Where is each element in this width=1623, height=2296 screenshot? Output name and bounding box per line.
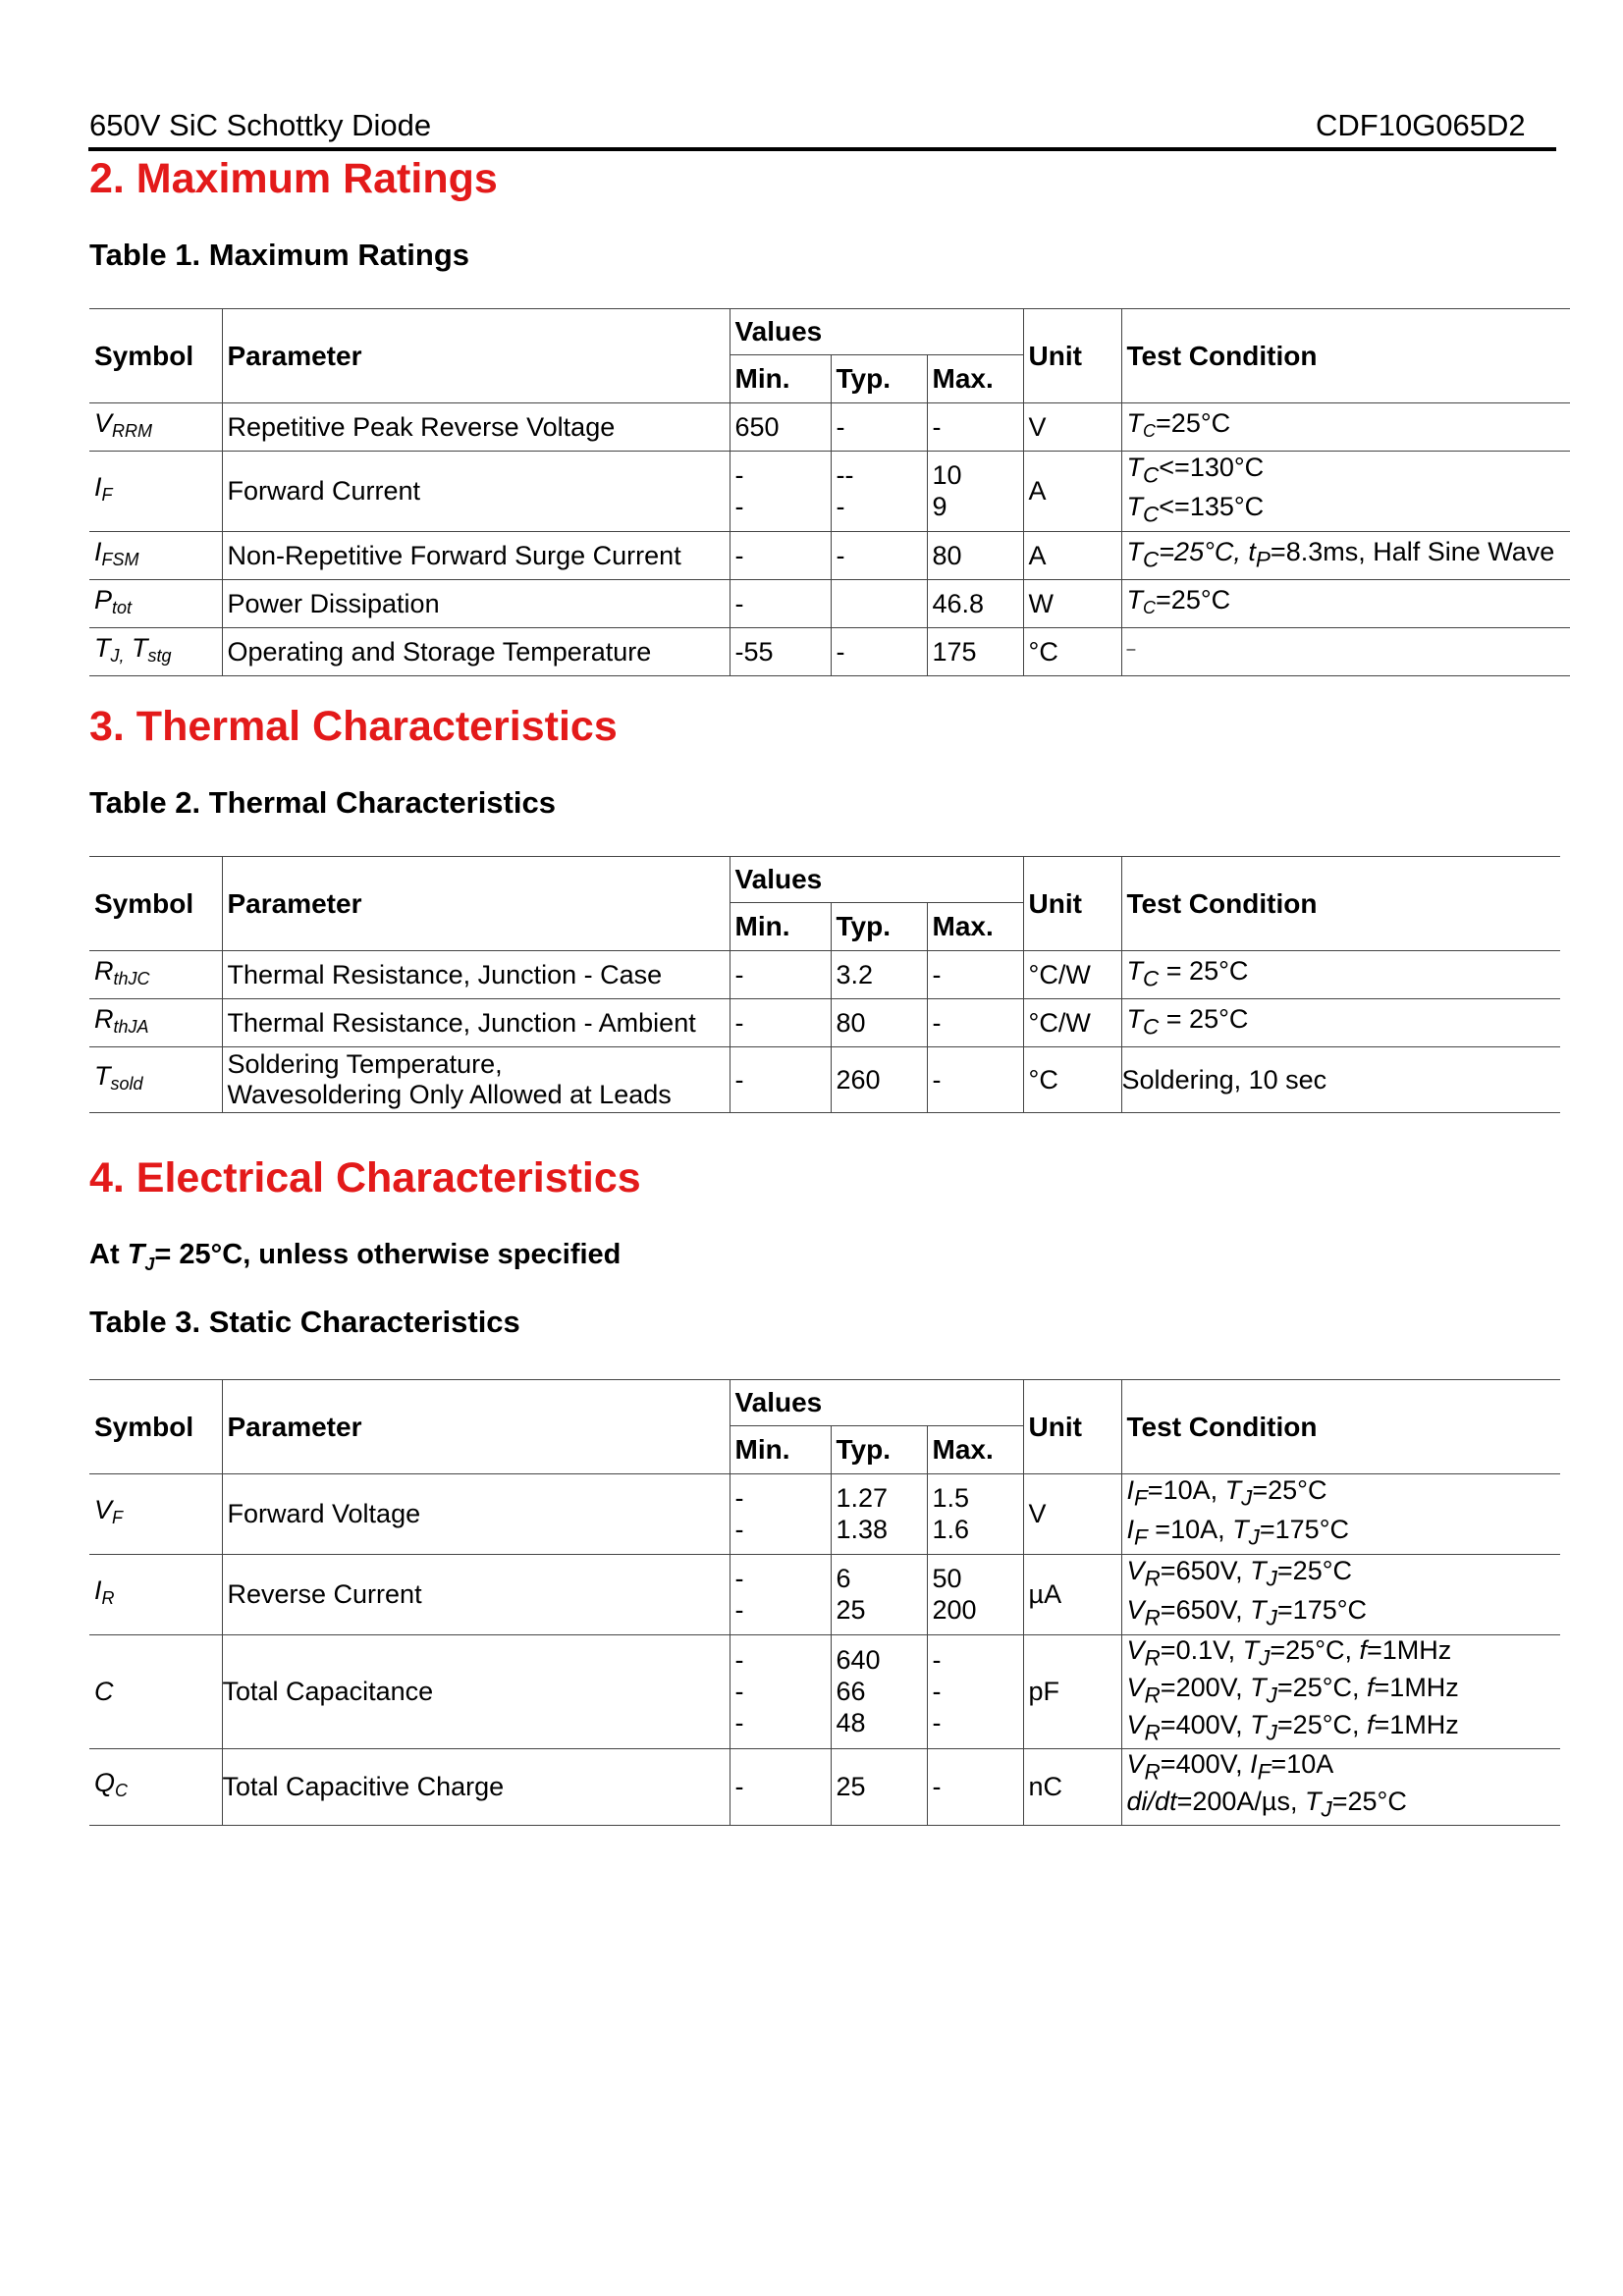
cell-text: T: [1304, 1787, 1322, 1817]
table-cell: [1121, 1748, 1560, 1825]
cell-text: 9: [932, 492, 947, 522]
doc-title: 650V SiC Schottky Diode: [89, 108, 432, 142]
cell-text: -: [927, 1748, 1023, 1825]
cell-text: Unit: [1023, 1380, 1121, 1474]
cell-text: -: [734, 1677, 744, 1707]
cell-text: V: [94, 408, 113, 438]
cell-text: J: [1241, 1485, 1253, 1511]
cell-text: T: [94, 632, 111, 663]
section-title-max-ratings: 2. Maximum Ratings: [89, 155, 498, 202]
table-row: [89, 579, 1570, 627]
cell-text: Min.: [730, 903, 831, 951]
cell-text: -: [927, 999, 1023, 1047]
cell-text: 6: [836, 1564, 851, 1594]
cell-text: C: [1143, 597, 1157, 617]
cell-text: J: [1266, 1682, 1277, 1708]
cell-text: [831, 579, 927, 627]
cell-text: f: [1359, 1634, 1368, 1665]
cell-text: di/dt: [1126, 1787, 1177, 1817]
cell-text: 640: [836, 1645, 881, 1676]
cell-text: J: [1248, 1524, 1260, 1550]
cell-text: I: [1126, 1475, 1135, 1505]
cell-text: <=130°C: [1159, 453, 1265, 482]
cell-text: =10A: [1271, 1748, 1334, 1779]
table-cell: [831, 1554, 927, 1634]
cell-text: 1.27: [836, 1483, 889, 1514]
cell-text: -: [734, 1564, 744, 1594]
cell-text: R: [1144, 1605, 1161, 1630]
cell-text: V: [1126, 1634, 1145, 1665]
cell-text: P: [94, 584, 113, 614]
cell-text: =175°C: [1276, 1595, 1368, 1626]
cell-text: I: [1250, 1748, 1258, 1779]
cell-text: =200A/µs,: [1176, 1787, 1305, 1817]
cell-text: 80: [927, 531, 1023, 579]
cell-text: T: [1126, 492, 1144, 522]
cell-text: V: [1126, 1710, 1145, 1740]
cell-text: V: [1126, 1595, 1145, 1626]
table-row: [89, 999, 1560, 1047]
cell-text: -: [927, 951, 1023, 999]
cell-text: -: [734, 1595, 744, 1626]
cell-text: Symbol: [89, 1380, 222, 1474]
cell-text: C: [1143, 502, 1160, 527]
col-symbol: Symbol: [89, 309, 222, 403]
part-number: CDF10G065D2: [1316, 108, 1526, 142]
cell-text: stg: [147, 645, 172, 666]
cell-text: T: [132, 632, 148, 663]
cell-text: 1.5: [932, 1483, 970, 1514]
cell-text: F: [1134, 1524, 1148, 1550]
table-row: [89, 403, 1570, 452]
cell-text: I: [1126, 1515, 1135, 1545]
table-row: [89, 1474, 1560, 1555]
cell-text: V: [1126, 1748, 1145, 1779]
col-typ: Typ.: [831, 355, 927, 403]
cell-text: = 25°C: [1159, 1003, 1249, 1034]
cell-text: Wavesoldering Only Allowed at Leads: [227, 1080, 672, 1109]
table-cell: [89, 1474, 222, 1555]
cell-text: Thermal Resistance, Junction - Ambient: [222, 999, 730, 1047]
cell-text: -: [927, 403, 1023, 452]
cell-text: = 25°C, unless otherwise specified: [154, 1239, 622, 1270]
table-cell: [927, 1474, 1023, 1555]
cell-text: A: [1023, 531, 1121, 579]
cell-text: W: [1023, 579, 1121, 627]
cell-text: J: [1266, 1566, 1277, 1591]
cell-text: J,: [110, 645, 125, 666]
cell-text: =10A,: [1147, 1515, 1233, 1545]
cell-text: V: [1126, 1672, 1145, 1702]
cell-text: F: [112, 1508, 124, 1528]
cell-text: =200V,: [1160, 1672, 1251, 1702]
table-cell: [89, 951, 222, 999]
table-cell: [1121, 452, 1570, 532]
table-row: [89, 452, 1570, 532]
table-cell: [89, 1748, 222, 1825]
cell-text: R: [1144, 1759, 1161, 1785]
table-cell: [89, 452, 222, 532]
cell-text: =25°C: [1276, 1555, 1353, 1585]
cell-text: =1MHz: [1367, 1634, 1452, 1665]
col-values: Values: [730, 309, 1023, 355]
cell-text: F: [101, 485, 113, 506]
table-cell: [730, 452, 831, 532]
cell-text: C: [89, 1634, 222, 1748]
cell-text: Reverse Current: [222, 1554, 730, 1634]
cell-text: -: [734, 1483, 744, 1514]
cell-text: T: [1232, 1515, 1249, 1545]
cell-text: T: [1242, 1634, 1260, 1665]
cell-text: At: [89, 1239, 128, 1270]
table-cell: [730, 1474, 831, 1555]
table-cell: [89, 531, 222, 579]
col-condition: Test Condition: [1121, 309, 1570, 403]
table-cell: [730, 1554, 831, 1634]
cell-text: R: [1144, 1682, 1161, 1708]
cell-text: --: [836, 460, 854, 491]
cell-text: T: [1224, 1475, 1242, 1505]
cell-text: °C/W: [1023, 999, 1121, 1047]
cell-text: =0.1V,: [1160, 1634, 1243, 1665]
table-cell: [89, 579, 222, 627]
cell-text: I: [94, 1575, 102, 1606]
cell-text: °C/W: [1023, 951, 1121, 999]
cell-text: Min.: [730, 1426, 831, 1474]
cell-text: A: [1023, 452, 1121, 532]
cell-text: Test Condition: [1121, 1380, 1560, 1474]
table1-caption: Table 1. Maximum Ratings: [89, 238, 470, 272]
section-title-thermal: 3. Thermal Characteristics: [89, 703, 618, 750]
cell-text: F: [1257, 1759, 1271, 1785]
cell-text: 260: [831, 1047, 927, 1113]
table-row: [89, 627, 1570, 675]
table-cell: [1121, 1634, 1560, 1748]
cell-text: -: [730, 1748, 831, 1825]
cell-text: =25°C: [1331, 1787, 1407, 1817]
cell-text: I: [94, 472, 102, 503]
cell-text: RRM: [112, 421, 153, 441]
cell-text: T: [1250, 1710, 1267, 1740]
cell-text: V: [1023, 403, 1121, 452]
cell-text: -: [831, 627, 927, 675]
cell-text: T: [1250, 1672, 1267, 1702]
cell-text: 80: [831, 999, 927, 1047]
cell-text: V: [1126, 1555, 1145, 1585]
cell-text: =400V,: [1160, 1710, 1251, 1740]
cell-text: =650V,: [1160, 1595, 1251, 1626]
cell-text: –: [1126, 641, 1136, 659]
cell-text: Typ.: [831, 903, 927, 951]
table-cell: [927, 1554, 1023, 1634]
table-cell: [1121, 1554, 1560, 1634]
thermal-table: [89, 856, 1560, 1113]
cell-text: =25°C,: [1276, 1672, 1368, 1702]
cell-text: Typ.: [831, 1426, 927, 1474]
cell-text: Values: [730, 857, 1023, 903]
cell-text: 66: [836, 1677, 866, 1707]
cell-text: -: [734, 492, 744, 522]
cell-text: -: [734, 1708, 744, 1738]
section-title-electrical: 4. Electrical Characteristics: [89, 1154, 641, 1201]
cell-text: -: [734, 1515, 744, 1545]
cell-text: J: [1321, 1796, 1332, 1822]
cell-text: V: [94, 1495, 113, 1525]
cell-text: -: [730, 999, 831, 1047]
cell-text: P: [1255, 546, 1271, 571]
cell-text: -: [927, 1047, 1023, 1113]
cell-text: 1.6: [932, 1515, 970, 1545]
cell-text: T: [1250, 1555, 1267, 1585]
table-cell: [831, 1634, 927, 1748]
cell-text: Total Capacitance: [222, 1634, 730, 1748]
table-cell: [89, 403, 222, 452]
cell-text: 650: [730, 403, 831, 452]
cell-text: Parameter: [222, 857, 730, 951]
col-parameter: Parameter: [222, 309, 730, 403]
cell-text: t: [1248, 536, 1256, 566]
cell-text: -55: [730, 627, 831, 675]
cell-text: C: [1143, 462, 1160, 488]
table-row: [89, 951, 1560, 999]
cell-text: Power Dissipation: [222, 579, 730, 627]
cell-text: Operating and Storage Temperature: [222, 627, 730, 675]
table-cell: [89, 1554, 222, 1634]
cell-text: T: [94, 1061, 111, 1091]
cell-text: =25°C: [1156, 408, 1231, 438]
table-cell: [831, 1474, 927, 1555]
cell-text: µA: [1023, 1554, 1121, 1634]
table-cell: [89, 999, 222, 1047]
cell-text: -: [734, 1645, 744, 1676]
cell-text: -: [932, 1677, 942, 1707]
col-unit: Unit: [1023, 309, 1121, 403]
cell-text: 175: [927, 627, 1023, 675]
cell-text: tot: [112, 597, 133, 617]
cell-text: °C: [1023, 627, 1121, 675]
table-cell: [927, 452, 1023, 532]
table-cell: [927, 1634, 1023, 1748]
cell-text: 46.8: [927, 579, 1023, 627]
table-cell: [89, 627, 222, 675]
cell-text: T: [1250, 1595, 1267, 1626]
cell-text: =25°C,: [1276, 1710, 1368, 1740]
cell-text: =25°C: [1156, 584, 1231, 614]
cell-text: -: [932, 1708, 942, 1738]
cell-text: 3.2: [831, 951, 927, 999]
cell-text: =25°C,: [1270, 1634, 1360, 1665]
cell-text: f: [1367, 1672, 1375, 1702]
table-row: [89, 531, 1570, 579]
cell-text: -: [831, 531, 927, 579]
cell-text: -: [734, 460, 744, 491]
cell-text: Symbol: [89, 857, 222, 951]
cell-text: Max.: [927, 1426, 1023, 1474]
cell-text: -: [831, 403, 927, 452]
cell-text: Values: [730, 1380, 1023, 1426]
cell-text: =400V,: [1160, 1748, 1251, 1779]
cell-text: =8.3ms, Half Sine Wave: [1270, 536, 1555, 566]
cell-text: T: [1126, 584, 1144, 614]
cell-text: Forward Voltage: [222, 1474, 730, 1555]
table3-caption: Table 3. Static Characteristics: [89, 1305, 520, 1339]
cell-text: 10: [932, 460, 962, 491]
cell-text: f: [1367, 1710, 1375, 1740]
cell-text: 1.38: [836, 1515, 889, 1545]
cell-text: 25: [836, 1595, 866, 1626]
table2-caption: Table 2. Thermal Characteristics: [89, 785, 556, 820]
cell-text: Thermal Resistance, Junction - Case: [222, 951, 730, 999]
table-cell: $T_C = 25^\circ C$: [1121, 999, 1560, 1047]
table-cell: [89, 1047, 222, 1113]
cell-text: =25°C: [1252, 1475, 1327, 1505]
table-cell: [1121, 627, 1570, 675]
cell-text: J: [144, 1254, 155, 1274]
cell-text: R: [94, 956, 114, 986]
cell-text: nC: [1023, 1748, 1121, 1825]
cell-text: °C: [1023, 1047, 1121, 1113]
cell-text: -: [932, 1645, 942, 1676]
cell-text: T: [127, 1239, 145, 1270]
cell-text: R: [94, 1004, 114, 1034]
cell-text: C: [115, 1781, 129, 1801]
cell-text: R: [1144, 1566, 1161, 1591]
cell-text: <=135°C: [1159, 492, 1265, 522]
cell-text: =10A,: [1147, 1475, 1225, 1505]
table-row: [89, 1047, 1560, 1113]
col-min: Min.: [730, 355, 831, 403]
cell-text: =1MHz: [1374, 1672, 1459, 1702]
cell-text: =1MHz: [1374, 1710, 1459, 1740]
cell-text: -: [730, 951, 831, 999]
cell-text: Unit: [1023, 857, 1121, 951]
col-max: Max.: [927, 355, 1023, 403]
table-row: [89, 1554, 1560, 1634]
cell-text: Q: [94, 1768, 116, 1798]
cell-text: thJA: [113, 1017, 149, 1037]
max-ratings-table: [89, 308, 1570, 676]
cell-text: =650V,: [1160, 1555, 1251, 1585]
cell-text: FSM: [101, 549, 139, 569]
table-cell: [831, 452, 927, 532]
header-rule: [88, 147, 1556, 151]
cell-text: Forward Current: [222, 452, 730, 532]
cell-text: 200: [932, 1595, 977, 1626]
table-row: [89, 1634, 1560, 1748]
cell-text: Parameter: [222, 1380, 730, 1474]
cell-text: -: [730, 579, 831, 627]
cell-text: T: [1126, 408, 1144, 438]
cell-text: Non-Repetitive Forward Surge Current: [222, 531, 730, 579]
cell-text: Soldering Temperature,: [227, 1049, 503, 1079]
table-cell: $T_C=25^\circ C$, $t_P=8.3ms$, Half Sine Wave: [1121, 531, 1570, 579]
table-cell: [222, 1047, 730, 1113]
cell-text: Repetitive Peak Reverse Voltage: [222, 403, 730, 452]
cell-text: pF: [1023, 1634, 1121, 1748]
cell-text: =175°C: [1259, 1515, 1349, 1545]
cell-text: R: [101, 1588, 115, 1609]
cell-text: Total Capacitive Charge: [222, 1748, 730, 1825]
table-cell: [1121, 403, 1570, 452]
cell-text: F: [1134, 1485, 1148, 1511]
cell-text: R: [1144, 1720, 1161, 1745]
cell-text: V: [1023, 1474, 1121, 1555]
cell-text: R: [1144, 1644, 1161, 1670]
cell-text: = 25°C: [1159, 955, 1249, 986]
static-characteristics-table: [89, 1379, 1560, 1826]
cell-text: I: [94, 536, 102, 566]
cell-text: -: [730, 531, 831, 579]
cell-text: 50: [932, 1564, 962, 1594]
cell-text: Soldering, 10 sec: [1121, 1047, 1560, 1113]
table-cell: $T_C = 25^\circ C$: [1121, 951, 1560, 999]
cell-text: Test Condition: [1121, 857, 1560, 951]
cell-text: thJC: [113, 969, 150, 988]
cell-text: J: [1259, 1644, 1271, 1670]
cell-text: T: [1126, 453, 1144, 482]
table-row: [89, 1748, 1560, 1825]
cell-text: -: [730, 1047, 831, 1113]
cell-text: J: [1266, 1720, 1277, 1745]
table-cell: [730, 1634, 831, 1748]
cell-text: =25°C,: [1159, 536, 1249, 566]
table-cell: [1121, 579, 1570, 627]
table-cell: [1121, 1474, 1560, 1555]
cell-text: 25: [831, 1748, 927, 1825]
cell-text: C: [1143, 421, 1157, 441]
cell-text: -: [836, 492, 845, 522]
cell-text: Max.: [927, 903, 1023, 951]
cell-text: sold: [110, 1074, 143, 1094]
electrical-note: [89, 1239, 621, 1275]
cell-text: J: [1266, 1605, 1277, 1630]
cell-text: 48: [836, 1708, 866, 1738]
